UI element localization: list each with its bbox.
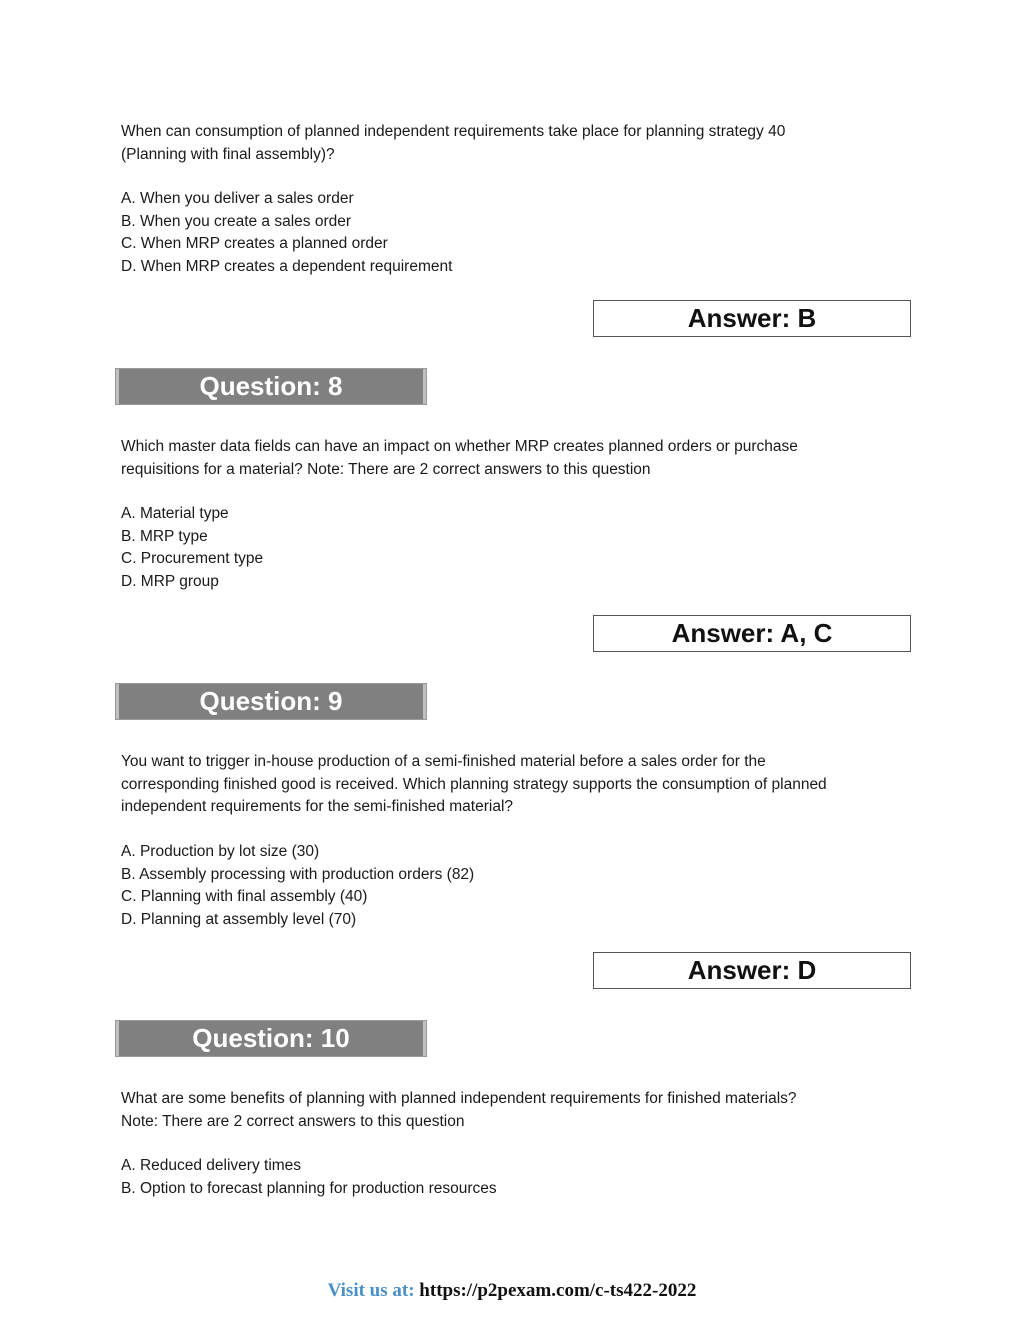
question-9-options: [121, 841, 911, 931]
option-a: A. Production by lot size (30): [121, 843, 320, 860]
question-line: requisitions for a material? Note: There are 2 correct answers to this question: [121, 460, 651, 478]
option-d: D. When MRP creates a dependent requirement: [121, 257, 453, 275]
option-b: B. Option to forecast planning for production resources: [121, 1179, 497, 1197]
option-b: B. MRP type: [121, 527, 208, 545]
question-10-options: [121, 1155, 911, 1200]
question-7-options: [121, 188, 911, 278]
option-b: B. Assembly processing with production orders (82): [121, 865, 475, 883]
footer-url-link[interactable]: https://p2pexam.com/c-ts422-2022: [419, 1280, 697, 1301]
answer-label: Answer: A, C: [671, 618, 833, 648]
question-line: Note: There are 2 correct answers to this question: [121, 1112, 465, 1130]
question-line: independent requirements for the semi-finished material?: [121, 798, 514, 815]
question-9-text: [121, 751, 911, 819]
question-7-text: [121, 121, 911, 166]
option-a: A. Reduced delivery times: [121, 1157, 302, 1174]
question-header-label: Question: 8: [199, 371, 343, 401]
question-8-options: [121, 503, 911, 593]
question-10-text: [121, 1088, 911, 1133]
question-line: corresponding finished good is received. Which planning strategy supports the consumption of planned: [121, 775, 827, 793]
option-d: D. Planning at assembly level (70): [121, 910, 357, 928]
answer-label: Answer: B: [687, 303, 817, 333]
footer-visit-label: Visit us at:: [327, 1280, 415, 1301]
question-9-header: [115, 683, 427, 720]
option-c: C. Planning with final assembly (40): [121, 888, 368, 905]
answer-box-7: [593, 300, 911, 337]
answer-box-9: [593, 952, 911, 989]
answer-label: Answer: D: [687, 955, 817, 985]
question-header-label: Question: 9: [199, 686, 343, 716]
answer-box-8: [593, 615, 911, 652]
question-8-text: [121, 436, 911, 481]
option-a: A. Material type: [121, 505, 229, 522]
option-b: B. When you create a sales order: [121, 212, 352, 230]
footer: [0, 1280, 1024, 1302]
question-line: You want to trigger in-house production of a semi-finished material before a sales order for the: [121, 753, 766, 770]
question-line: When can consumption of planned independent requirements take place for planning strategy 40: [121, 123, 786, 140]
question-header-label: Question: 10: [192, 1023, 350, 1053]
question-8-header: [115, 368, 427, 405]
option-c: C. Procurement type: [121, 550, 264, 567]
option-d: D. MRP group: [121, 572, 219, 590]
question-line: Which master data fields can have an impact on whether MRP creates planned orders or purchase: [121, 438, 798, 455]
question-line: What are some benefits of planning with planned independent requirements for finished materials?: [121, 1090, 797, 1107]
option-a: A. When you deliver a sales order: [121, 190, 354, 207]
question-line: (Planning with final assembly)?: [121, 145, 335, 163]
option-c: C. When MRP creates a planned order: [121, 235, 388, 252]
question-10-header: [115, 1020, 427, 1057]
